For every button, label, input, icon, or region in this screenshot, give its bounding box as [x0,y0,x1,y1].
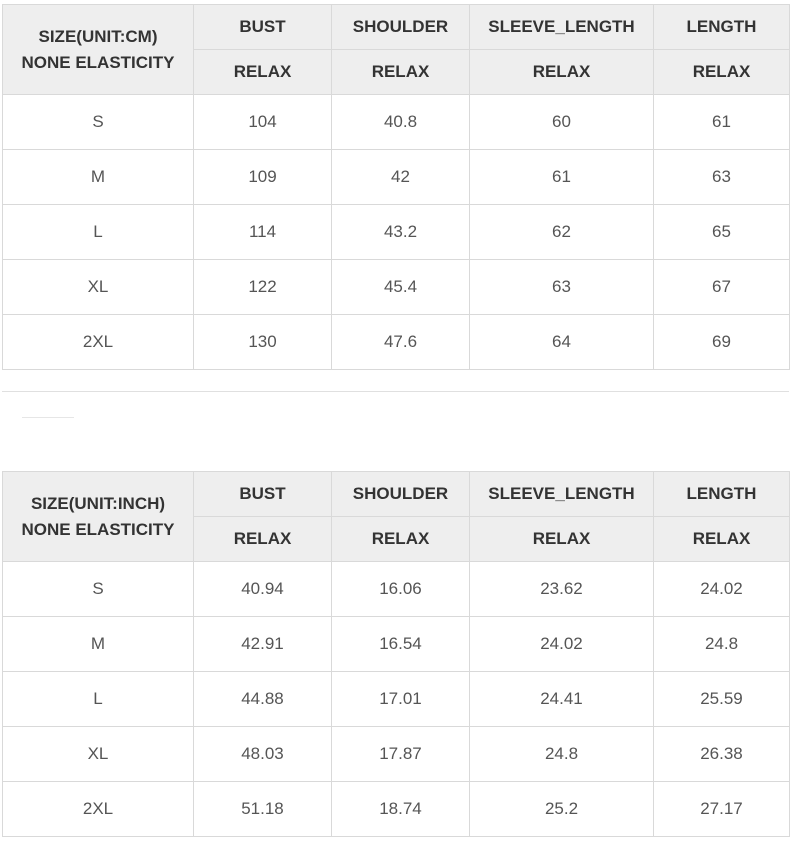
size-chart-cm [2,4,790,370]
bust-cell: 48.03 [194,727,332,782]
shoulder-cell: 17.87 [332,727,470,782]
column-header-bust: BUST [194,5,332,50]
table-row [3,617,790,672]
length-cell: 67 [654,260,790,315]
table-row [3,95,790,150]
column-header-length: LENGTH [654,5,790,50]
subheader-sleeve-length: RELAX [470,50,654,95]
column-header-shoulder: SHOULDER [332,472,470,517]
sleeve-length-cell: 64 [470,315,654,370]
shoulder-cell: 18.74 [332,782,470,837]
header-row [3,472,790,517]
column-header-sleeve-length: SLEEVE_LENGTH [470,5,654,50]
table-row [3,260,790,315]
length-cell: 69 [654,315,790,370]
subheader-shoulder: RELAX [332,50,470,95]
length-cell: 27.17 [654,782,790,837]
bust-cell: 44.88 [194,672,332,727]
shoulder-cell: 40.8 [332,95,470,150]
size-cell: XL [3,260,194,315]
bust-cell: 42.91 [194,617,332,672]
table-body [3,95,790,370]
table-row [3,782,790,837]
elasticity-label: NONE ELASTICITY [21,519,175,539]
column-header-shoulder: SHOULDER [332,5,470,50]
length-cell: 24.8 [654,617,790,672]
bust-cell: 109 [194,150,332,205]
shoulder-cell: 45.4 [332,260,470,315]
sleeve-length-cell: 24.02 [470,617,654,672]
subheader-bust: RELAX [194,50,332,95]
table-row [3,672,790,727]
table-row [3,727,790,782]
subheader-length: RELAX [654,50,790,95]
sleeve-length-cell: 63 [470,260,654,315]
sleeve-length-cell: 62 [470,205,654,260]
subheader-length: RELAX [654,517,790,562]
size-unit-label: SIZE(UNIT:CM) [38,26,158,46]
table-row [3,150,790,205]
subheader-sleeve-length: RELAX [470,517,654,562]
sleeve-length-cell: 60 [470,95,654,150]
sleeve-length-cell: 23.62 [470,562,654,617]
header-row [3,5,790,50]
size-cell: M [3,617,194,672]
column-header-sleeve-length: SLEEVE_LENGTH [470,472,654,517]
length-cell: 63 [654,150,790,205]
size-cell: 2XL [3,315,194,370]
length-cell: 24.02 [654,562,790,617]
size-cell: S [3,95,194,150]
table-body [3,562,790,837]
divider [2,391,789,392]
size-cell: S [3,562,194,617]
size-cell: 2XL [3,782,194,837]
shoulder-cell: 16.06 [332,562,470,617]
shoulder-cell: 16.54 [332,617,470,672]
size-unit-header [3,472,194,562]
subheader-bust: RELAX [194,517,332,562]
table-row [3,205,790,260]
table-row [3,562,790,617]
subheader-shoulder: RELAX [332,517,470,562]
length-cell: 61 [654,95,790,150]
shoulder-cell: 17.01 [332,672,470,727]
size-cell: XL [3,727,194,782]
bust-cell: 114 [194,205,332,260]
sleeve-length-cell: 24.41 [470,672,654,727]
shoulder-cell: 42 [332,150,470,205]
bust-cell: 130 [194,315,332,370]
size-unit-header [3,5,194,95]
elasticity-label: NONE ELASTICITY [21,52,175,72]
sleeve-length-cell: 61 [470,150,654,205]
column-header-length: LENGTH [654,472,790,517]
bust-cell: 51.18 [194,782,332,837]
divider-short [22,417,74,418]
size-cell: L [3,205,194,260]
size-cell: M [3,150,194,205]
table-row [3,315,790,370]
size-chart-inch [2,471,790,837]
shoulder-cell: 43.2 [332,205,470,260]
table-header [3,5,790,95]
shoulder-cell: 47.6 [332,315,470,370]
column-header-bust: BUST [194,472,332,517]
size-cell: L [3,672,194,727]
bust-cell: 122 [194,260,332,315]
length-cell: 25.59 [654,672,790,727]
sleeve-length-cell: 24.8 [470,727,654,782]
bust-cell: 104 [194,95,332,150]
table-header [3,472,790,562]
sleeve-length-cell: 25.2 [470,782,654,837]
size-unit-label: SIZE(UNIT:INCH) [30,493,166,513]
length-cell: 65 [654,205,790,260]
bust-cell: 40.94 [194,562,332,617]
length-cell: 26.38 [654,727,790,782]
